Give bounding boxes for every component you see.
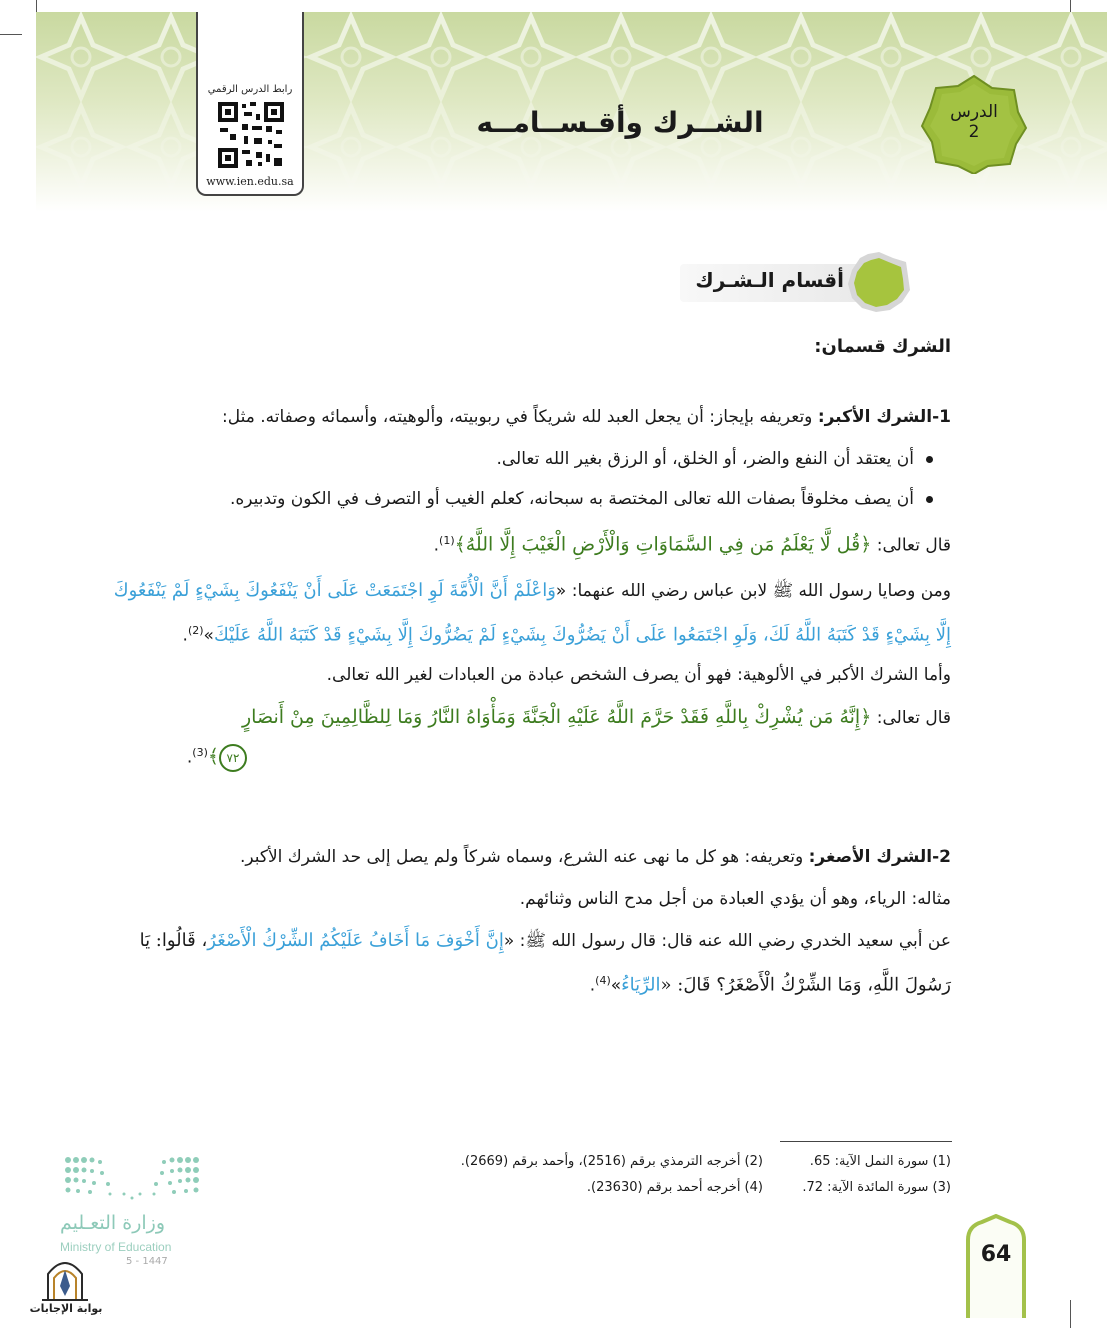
ministry-year: 5 - 1447 [126,1256,168,1267]
lesson-number: 2 [968,122,980,142]
lesson-label: الدرس [950,102,998,122]
verse-close: ﴾ [207,745,219,768]
footnote-ref: (1) [439,534,455,547]
footnote-ref: (3) [192,746,208,759]
footnote-divider [780,1141,952,1142]
qr-code-icon[interactable] [216,100,286,170]
bullet-dot-icon [926,456,933,463]
hadith-text: رَسُولَ اللَّهِ، وَمَا الشِّرْكُ الْأَصْغَرُ؟ قَالَ: « [660,974,951,996]
ministry-name-english: Ministry of Education [60,1240,172,1254]
bullet-item [496,446,933,472]
hadith-answer: الرِّيَاءُ [621,974,661,996]
hadith-intro: عن أبي سعيد الخدري رضي الله عنه قال: قال رسول الله ﷺ: « [503,931,951,951]
footnote-4: (4) أخرجه أحمد برقم (23630). [586,1180,763,1195]
hadith-text: ، قَالُوا: يَا [139,930,208,951]
hadith-2-line-1 [140,928,951,954]
term-minor-shirk: الشرك الأصغر: [808,847,933,867]
section-heading-text: أقسام الـشـرك [695,268,844,292]
footnote-2: (2) أخرجه الترمذي برقم (2516)، وأحمد برقم (2669). [460,1154,763,1169]
footnote-ref: (4) [595,974,611,987]
quran-verse-2-line-2: ٧٢﴾$^{(3)}$. [187,740,247,772]
paragraph-major-shirk [222,404,951,430]
qr-caption: رابط الدرس الرقمي [207,84,293,95]
bullet-text: أن يعتقد أن النفع والضر، أو الخلق، أو الرزق بغير الله تعالى. [496,449,914,469]
hadith-intro: ومن وصايا رسول الله ﷺ لابن عباس رضي الله عنهما: « [555,581,951,601]
quran-verse-1: قال تعالى: ﴿قُل لَّا يَعْلَمُ مَن فِي السَّمَاوَاتِ وَالْأَرْضِ الْغَيْبَ إِلَّا اللَّهُ﴾$^{(1)}$. [433,533,951,556]
lesson-title: الشــرك وأقـســامــه [476,106,764,139]
hadith-1-line-2: إِلَّا بِشَيْءٍ قَدْ كَتَبَهُ اللَّهُ لَكَ، وَلَوِ اجْتَمَعُوا عَلَى أَنْ يَضُرُّوكَ بِشَيْءٍ لَمْ يَضُرُّوكَ إِلَّا بِشَيْءٍ قَدْ كَتَبَهُ اللَّهُ عَلَيْكَ»$^{(2)}$. [182,624,951,646]
verse-intro: قال تعالى: [871,708,951,728]
page-number: 64 [980,1242,1012,1267]
page-number-tab [964,1214,1028,1318]
lesson-badge [920,74,1028,174]
aya-number-icon: ٧٢ [219,744,247,772]
paragraph-worship: وأما الشرك الأكبر في الألوهية: فهو أن يصرف الشخص عبادة من العبادات لغير الله تعالى. [326,665,951,685]
ministry-dots-icon [62,1154,202,1200]
watermark [29,1252,103,1324]
pen-tower-icon [30,1252,100,1302]
definition-text: وتعريفه بإيجاز: أن يجعل العبد لله شريكاً في ربوبيته، وألوهيته، وأسمائه وصفاته. مثل: [221,407,818,427]
hadith-2-line-2: رَسُولَ اللَّهِ، وَمَا الشِّرْكُ الْأَصْغَرُ؟ قَالَ: «الرِّيَاءُ»$^{(4)}$. [589,974,951,996]
hadith-text: إِلَّا بِشَيْءٍ قَدْ كَتَبَهُ اللَّهُ لَكَ، وَلَوِ اجْتَمَعُوا عَلَى أَنْ يَضُرُّوكَ بِشَيْءٍ لَمْ يَضُرُّوكَ إِلَّا بِشَيْءٍ قَدْ كَتَبَهُ اللَّهُ عَلَيْكَ [213,624,951,646]
paragraph-minor-shirk [240,844,951,870]
footnote-ref: (2) [187,624,204,637]
crop-mark [1070,1300,1071,1328]
bullet-item [230,486,933,512]
hadith-1-line-1 [114,578,951,604]
footnote-3: (3) سورة المائدة الآية: 72. [802,1180,951,1195]
crop-mark [0,34,22,35]
qr-card[interactable] [196,12,304,196]
hadith-text: إِنَّ أَخْوَفَ مَا أَخَافُ عَلَيْكُمُ الشِّرْكُ الْأَصْغَرُ [207,930,504,951]
watermark-text: بوابة الإجابات [29,1302,103,1315]
footnote-1: (1) سورة النمل الآية: 65. [809,1154,951,1169]
qr-url[interactable]: www.ien.edu.sa [206,175,294,188]
paragraph-number: 1- [932,407,951,427]
verse-text: ﴿إِنَّهُ مَن يُشْرِكْ بِاللَّهِ فَقَدْ حَرَّمَ اللَّهُ عَلَيْهِ الْجَنَّةَ وَمَأْوَاهُ النَّارُ وَمَا لِلظَّالِمِينَ مِنْ أَنصَارٍ [242,706,872,728]
ministry-name-arabic: وزارة التعـليم [60,1212,166,1234]
term-major-shirk: الشرك الأكبر: [817,407,933,427]
section-intro: الشرك قسمان: [814,336,951,357]
verse-intro: قال تعالى: [871,535,951,556]
quran-verse-2-line-1 [242,704,951,731]
section-heading [680,250,912,314]
bullet-text: أن يصف مخلوقاً بصفات الله تعالى المختصة به سبحانه، كعلم الغيب أو التصرف في الكون وتدبيره. [229,489,914,509]
definition-text: وتعريفه: هو كل ما نهى عنه الشرع، وسماه شركاً ولم يصل إلى حد الشرك الأكبر. [239,847,809,867]
hadith-text: وَاعْلَمْ أَنَّ الْأُمَّةَ لَوِ اجْتَمَعَتْ عَلَى أَنْ يَنْفَعُوكَ بِشَيْءٍ لَمْ يَنْفَعُوكَ [113,580,556,601]
paragraph-number: 2- [932,847,951,867]
octagon-ornament-icon [846,250,912,314]
verse-text: ﴿قُل لَّا يَعْلَمُ مَن فِي السَّمَاوَاتِ وَالْأَرْضِ الْغَيْبَ إِلَّا اللَّهُ﴾ [454,533,872,556]
paragraph-example: مثاله: الرياء، وهو أن يؤدي العبادة من أجل مدح الناس وثنائهم. [519,889,951,909]
bullet-dot-icon [926,496,933,503]
